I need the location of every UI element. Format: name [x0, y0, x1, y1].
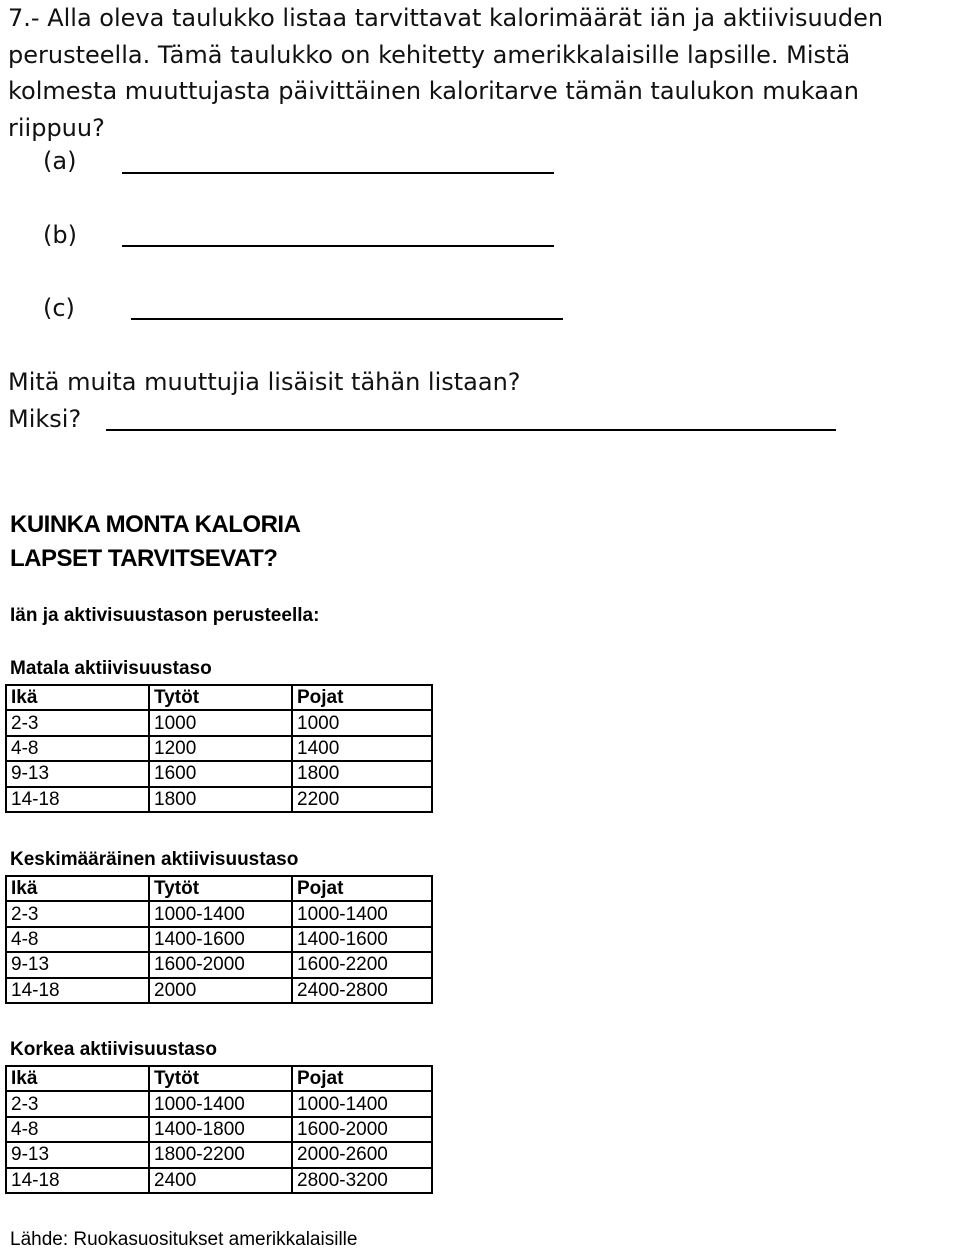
cell-girls: 1600-2000 [149, 952, 292, 977]
cell-boys: 1800 [292, 761, 432, 786]
cell-girls: 1400-1800 [149, 1117, 292, 1142]
cell-girls: 1400-1600 [149, 927, 292, 952]
cell-girls: 2000 [149, 978, 292, 1003]
answer-line-a[interactable] [122, 172, 554, 174]
question-number: 7.- [8, 4, 40, 32]
cell-boys: 2000-2600 [292, 1142, 432, 1167]
table-title-low: Matala aktiivisuustaso [10, 658, 212, 679]
cell-girls: 1600 [149, 761, 292, 786]
cell-girls: 1800 [149, 787, 292, 812]
cell-boys: 1000 [292, 710, 432, 735]
cell-girls: 1000-1400 [149, 1091, 292, 1116]
cell-boys: 1400-1600 [292, 927, 432, 952]
cell-age: 14-18 [6, 978, 149, 1003]
cell-age: 4-8 [6, 927, 149, 952]
cell-boys: 1600-2200 [292, 952, 432, 977]
header-age: Ikä [6, 1066, 149, 1091]
table-row [6, 952, 432, 977]
table-row [6, 710, 432, 735]
cell-age: 2-3 [6, 901, 149, 926]
table-row [6, 1091, 432, 1116]
cell-boys: 1000-1400 [292, 1091, 432, 1116]
table-row [6, 736, 432, 761]
cell-age: 9-13 [6, 1142, 149, 1167]
answer-line-b[interactable] [122, 245, 554, 247]
cell-age: 2-3 [6, 710, 149, 735]
option-c-label: (c) [43, 294, 75, 322]
followup-question: Mitä muita muuttujia lisäisit tähän listaan? [8, 368, 521, 396]
table-row [6, 901, 432, 926]
table-row [6, 761, 432, 786]
cell-girls: 2400 [149, 1168, 292, 1193]
table-high-activity [5, 1065, 433, 1194]
why-label: Miksi? [8, 405, 82, 433]
cell-girls: 1000-1400 [149, 901, 292, 926]
cell-age: 9-13 [6, 761, 149, 786]
cell-girls: 1800-2200 [149, 1142, 292, 1167]
question-text [8, 0, 960, 146]
cell-boys: 1000-1400 [292, 901, 432, 926]
header-boys: Pojat [292, 1066, 432, 1091]
heading-line-1: KUINKA MONTA KALORIA [10, 511, 301, 538]
table-row [6, 1117, 432, 1142]
header-boys: Pojat [292, 876, 432, 901]
header-age: Ikä [6, 685, 149, 710]
cell-age: 9-13 [6, 952, 149, 977]
cell-age: 4-8 [6, 1117, 149, 1142]
cell-boys: 2200 [292, 787, 432, 812]
table-header-row [6, 876, 432, 901]
table-row [6, 978, 432, 1003]
subtitle: Iän ja aktivisuustason perusteella: [10, 605, 320, 626]
header-age: Ikä [6, 876, 149, 901]
cell-girls: 1000 [149, 710, 292, 735]
table-row [6, 787, 432, 812]
cell-age: 2-3 [6, 1091, 149, 1116]
table-medium-activity [5, 875, 433, 1004]
table-row [6, 1168, 432, 1193]
header-girls: Tytöt [149, 685, 292, 710]
answer-line-why[interactable] [106, 429, 836, 431]
table-low-activity [5, 684, 433, 813]
cell-boys: 1400 [292, 736, 432, 761]
option-b-label: (b) [43, 221, 77, 249]
header-boys: Pojat [292, 685, 432, 710]
table-row [6, 1142, 432, 1167]
heading-line-2: LAPSET TARVITSEVAT? [10, 545, 278, 572]
table-header-row [6, 1066, 432, 1091]
table-header-row [6, 685, 432, 710]
cell-age: 14-18 [6, 1168, 149, 1193]
question-body: Alla oleva taulukko listaa tarvittavat kalorimäärät iän ja aktiivisuuden perusteella. Tämä taulukko on kehitetty amerikkalaisille lapsille. Mistä kolmesta muuttujasta päivittäinen kaloritarve tämän taulukon mukaan riippuu? [8, 4, 884, 142]
header-girls: Tytöt [149, 876, 292, 901]
cell-age: 4-8 [6, 736, 149, 761]
table-title-high: Korkea aktiivisuustaso [10, 1039, 217, 1060]
source-note: Lähde: Ruokasuositukset amerikkalaisille [10, 1229, 358, 1250]
cell-age: 14-18 [6, 787, 149, 812]
answer-line-c[interactable] [131, 318, 563, 320]
cell-boys: 2800-3200 [292, 1168, 432, 1193]
header-girls: Tytöt [149, 1066, 292, 1091]
table-title-medium: Keskimääräinen aktiivisuustaso [10, 849, 299, 870]
table-row [6, 927, 432, 952]
cell-boys: 2400-2800 [292, 978, 432, 1003]
cell-boys: 1600-2000 [292, 1117, 432, 1142]
cell-girls: 1200 [149, 736, 292, 761]
option-a-label: (a) [43, 147, 77, 175]
